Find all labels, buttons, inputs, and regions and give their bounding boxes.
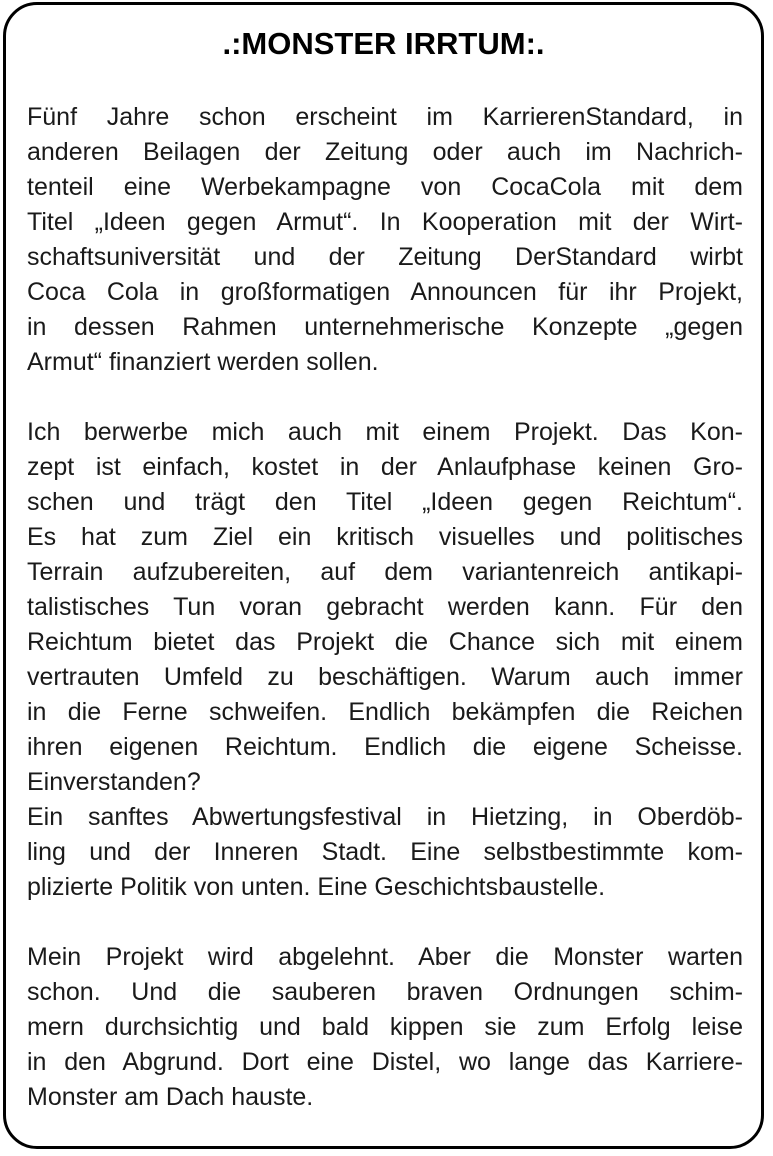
text-line: Reichtum bietet das Projekt die Chance sich mit einem	[27, 628, 743, 656]
text-line: vertrauten Umfeld zu beschäftigen. Warum auch immer	[27, 663, 743, 691]
page-title: .:MONSTER IRRTUM:.	[222, 26, 545, 61]
text-line: Ein sanftes Abwertungsfestival in Hietzing, in Oberdöb-	[27, 803, 743, 831]
text-line: Ich berwerbe mich auch mit einem Projekt. Das Kon-	[27, 418, 743, 446]
text-line: anderen Beilagen der Zeitung oder auch im Nachrich-	[27, 138, 743, 166]
text-line: in die Ferne schweifen. Endlich bekämpfen die Reichen	[27, 698, 743, 726]
paragraph-2	[27, 415, 743, 800]
text-line: Einverstanden?	[27, 768, 201, 796]
paragraph-3	[27, 800, 743, 905]
text-line: talistisches Tun voran gebracht werden kann. Für den	[27, 593, 743, 621]
text-line: mern durchsichtig und bald kippen sie zum Erfolg leise	[27, 1013, 743, 1041]
paragraph-gap	[27, 905, 743, 940]
text-line: in den Abgrund. Dort eine Distel, wo lange das Karriere-	[27, 1048, 743, 1076]
text-line: schaftsuniversität und der Zeitung DerStandard wirbt	[27, 243, 743, 271]
text-line: in dessen Rahmen unternehmerische Konzepte „gegen	[27, 313, 743, 341]
text-line: zept ist einfach, kostet in der Anlaufphase keinen Gro-	[27, 453, 743, 481]
text-line: Terrain aufzubereiten, auf dem variantenreich antikapi-	[27, 558, 743, 586]
text-line: Monster am Dach hauste.	[27, 1083, 314, 1111]
text-line: ihren eigenen Reichtum. Endlich die eigene Scheisse.	[27, 733, 743, 761]
paragraph-gap	[27, 380, 743, 415]
paragraph-1	[27, 100, 743, 380]
text-line: Armut“ finanziert werden sollen.	[27, 348, 379, 376]
text-line: schen und trägt den Titel „Ideen gegen Reichtum“.	[27, 488, 743, 516]
text-line: tenteil eine Werbekampagne von CocaCola mit dem	[27, 173, 743, 201]
text-line: plizierte Politik von unten. Eine Geschichtsbaustelle.	[27, 873, 606, 901]
text-line: Coca Cola in großformatigen Announcen für ihr Projekt,	[27, 278, 743, 306]
text-line: schon. Und die sauberen braven Ordnungen schim-	[27, 978, 743, 1006]
text-line: Es hat zum Ziel ein kritisch visuelles und politisches	[27, 523, 743, 551]
text-line: Titel „Ideen gegen Armut“. In Kooperation mit der Wirt-	[27, 208, 743, 236]
text-line: Fünf Jahre schon erscheint im KarrierenStandard, in	[27, 103, 743, 131]
text-line: Mein Projekt wird abgelehnt. Aber die Monster warten	[27, 943, 743, 971]
article-body	[27, 100, 743, 1115]
text-line: ling und der Inneren Stadt. Eine selbstbestimmte kom-	[27, 838, 743, 866]
paragraph-4	[27, 940, 743, 1115]
